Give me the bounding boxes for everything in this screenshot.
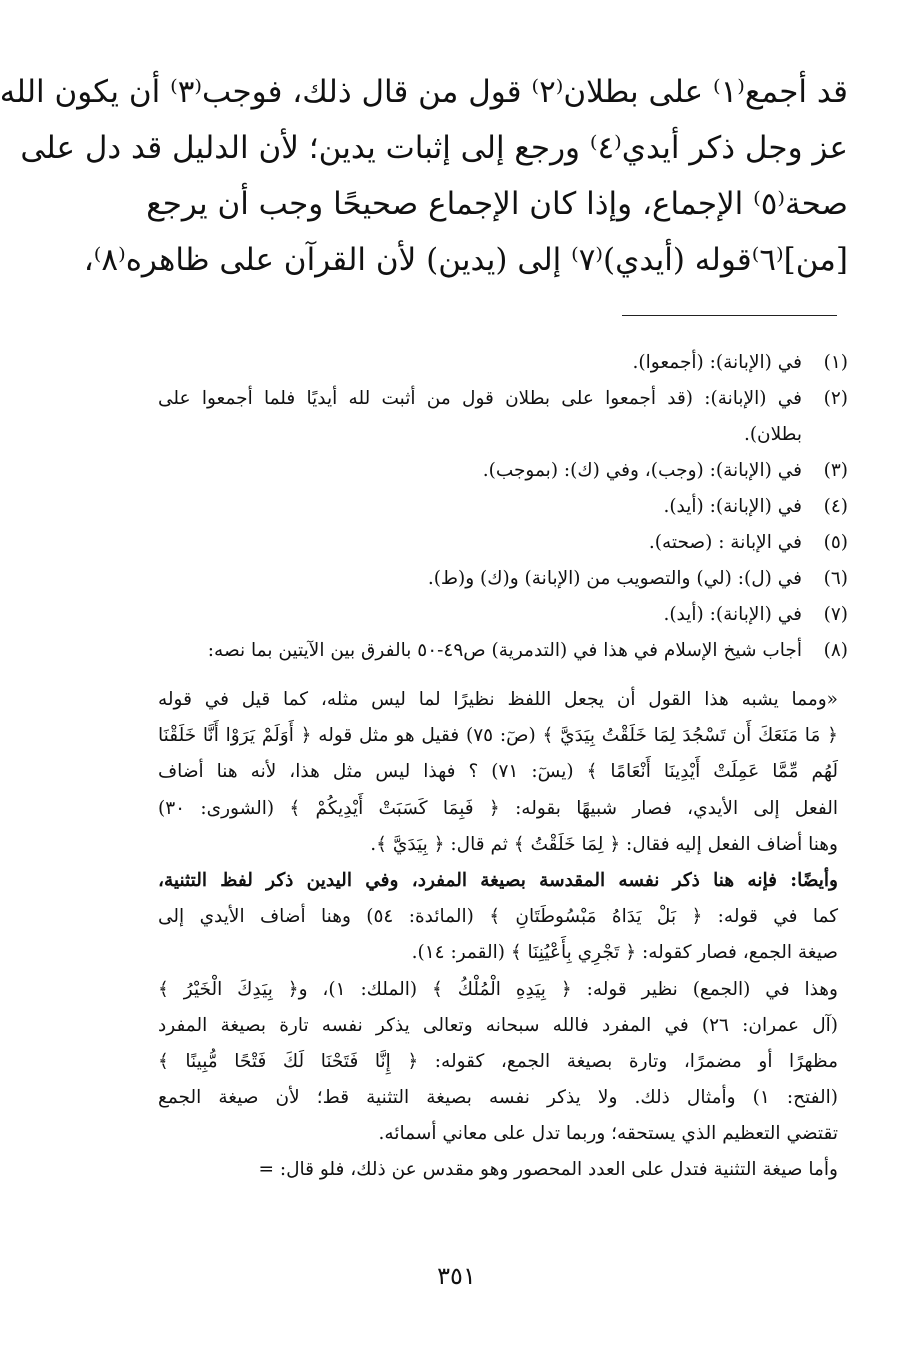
footnote-text (158, 525, 802, 561)
footnote-text (158, 489, 802, 525)
footnotes (158, 345, 848, 669)
footnote-line: في (الإبانة): (أيد). (663, 604, 802, 625)
page-number: ٣٥١ (437, 1262, 476, 1290)
footnote-number: (٨) (823, 640, 848, 661)
quotation-line: كما في قوله: ﴿ بَلْ يَدَاهُ مَبْسُوطَتَانِ ﴾ (المائدة: ٥٤) وهنا أضاف الأيدي إلى (158, 906, 838, 928)
footnote (158, 633, 848, 669)
main-text-line: صحة⁽٥⁾ الإجماع، وإذا كان الإجماع صحيحًا وجب أن يرجع (146, 186, 848, 222)
footnote (158, 489, 848, 525)
quotation-line: وأيضًا: فإنه هنا ذكر نفسه المقدسة بصيغة المفرد، وفي اليدين ذكر لفظ التثنية، (158, 869, 838, 891)
quotation-line: وهنا أضاف الفعل إليه فقال: ﴿ لِمَا خَلَقْتُ ﴾ ثم قال: ﴿ بِيَدَيَّ ﴾. (370, 833, 838, 855)
quotation-line: تقتضي التعظيم الذي يستحقه؛ وربما تدل على معاني أسمائه. (378, 1123, 838, 1145)
quotation-line: وهذا في (الجمع) نظير قوله: ﴿ بِيَدِهِ الْمُلْكُ ﴾ (الملك: ١)، و﴿ بِيَدِكَ الْخَيْرُ ﴾ (158, 978, 838, 1000)
footnote-number: (٦) (823, 568, 848, 589)
footnote-text (158, 345, 802, 381)
footnote (158, 597, 848, 633)
footnote (158, 525, 848, 561)
footnote-8-quotation (158, 682, 838, 1189)
footnote-line: في (الإبانة): (قد أجمعوا على بطلان قول من أثبت لله أيديًا فلما أجمعوا على (158, 388, 802, 409)
quotation-line: «ومما يشبه هذا القول أن يجعل اللفظ نظيرًا لما ليس مثله، كما قيل في قوله (158, 689, 838, 710)
quotation-line: صيغة الجمع، فصار كقوله: ﴿ تَجْرِي بِأَعْيُنِنَا ﴾ (القمر: ١٤). (411, 942, 838, 964)
footnote-text (158, 453, 802, 489)
quotation-line: لَهُم مِّمَّا عَمِلَتْ أَيْدِينَا أَنْعَامًا ﴾ (يسٓ: ٧١) ؟ فهذا ليس مثل هذا، لأنه هنا أضاف (158, 761, 838, 783)
quotation-line: ﴿ مَا مَنَعَكَ أَن تَسْجُدَ لِمَا خَلَقْتُ بِيَدَيَّ ﴾ (صٓ: ٧٥) فقيل هو مثل قوله ﴿ أَوَلَمْ يَرَوْا أَنَّا خَلَقْنَا (158, 725, 838, 747)
footnote-number: (٤) (823, 496, 848, 517)
quotation-line: (الفتح: ١) وأمثال ذلك. ولا يذكر نفسه بصيغة التثنية قط؛ لأن صيغة الجمع (158, 1087, 838, 1109)
footnote-line: بطلان). (743, 424, 802, 445)
quotation-line: الفعل إلى الأيدي، فصار شبيهًا بقوله: ﴿ فَبِمَا كَسَبَتْ أَيْدِيكُمْ ﴾ (الشورى: ٣٠) (158, 797, 838, 819)
quotation-line: مظهرًا أو مضمرًا، وتارة بصيغة الجمع، كقوله: ﴿ إِنَّا فَتَحْنَا لَكَ فَتْحًا مُّبِينًا ﴾ (158, 1050, 838, 1072)
quotation-line: وأما صيغة التثنية فتدل على العدد المحصور وهو مقدس عن ذلك، فلو قال: = (258, 1159, 838, 1181)
footnote-line: في (الإبانة): (وجب)، وفي (ك): (بموجب). (482, 460, 802, 481)
footnote-number: (٣) (823, 460, 848, 481)
quotation-line: (آل عمران: ٢٦) في المفرد فالله سبحانه وتعالى يذكر نفسه تارة بصيغة المفرد (158, 1014, 838, 1036)
footnote-line: في (ل): (لي) والتصويب من (الإبانة) و(ك) و(ط). (427, 568, 802, 589)
footnote-separator (622, 315, 837, 316)
footnote-text (158, 381, 802, 453)
footnote-line: في (الإبانة): (أجمعوا). (632, 352, 802, 373)
footnote (158, 453, 848, 489)
footnote (158, 561, 848, 597)
main-text-line: عز وجل ذكر أيدي⁽٤⁾ ورجع إلى إثبات يدين؛ لأن الدليل قد دل على (20, 130, 848, 166)
footnote-line: أجاب شيخ الإسلام في هذا في (التدمرية) ص٤٩-٥٠ بالفرق بين الآيتين بما نصه: (207, 640, 802, 661)
footnote-text (158, 633, 802, 669)
footnote (158, 381, 848, 453)
footnote-number: (٢) (823, 388, 848, 409)
main-text-line: [من]⁽٦⁾قوله (أيدي)⁽٧⁾ إلى (يدين) لأن القرآن على ظاهره⁽٨⁾، (83, 242, 848, 278)
main-text-line: قد أجمع⁽١⁾ على بطلان⁽٢⁾ قول من قال ذلك، فوجب⁽٣⁾ أن يكون الله (0, 74, 848, 110)
footnote-text (158, 561, 802, 597)
footnote-number: (١) (823, 352, 848, 373)
footnote-number: (٥) (823, 532, 848, 553)
footnote (158, 345, 848, 381)
footnote-text (158, 597, 802, 633)
footnote-number: (٧) (823, 604, 848, 625)
footnote-line: في الإبانة : (صحته). (648, 532, 802, 553)
main-text-block (0, 64, 848, 288)
footnote-line: في (الإبانة): (أيد). (663, 496, 802, 517)
